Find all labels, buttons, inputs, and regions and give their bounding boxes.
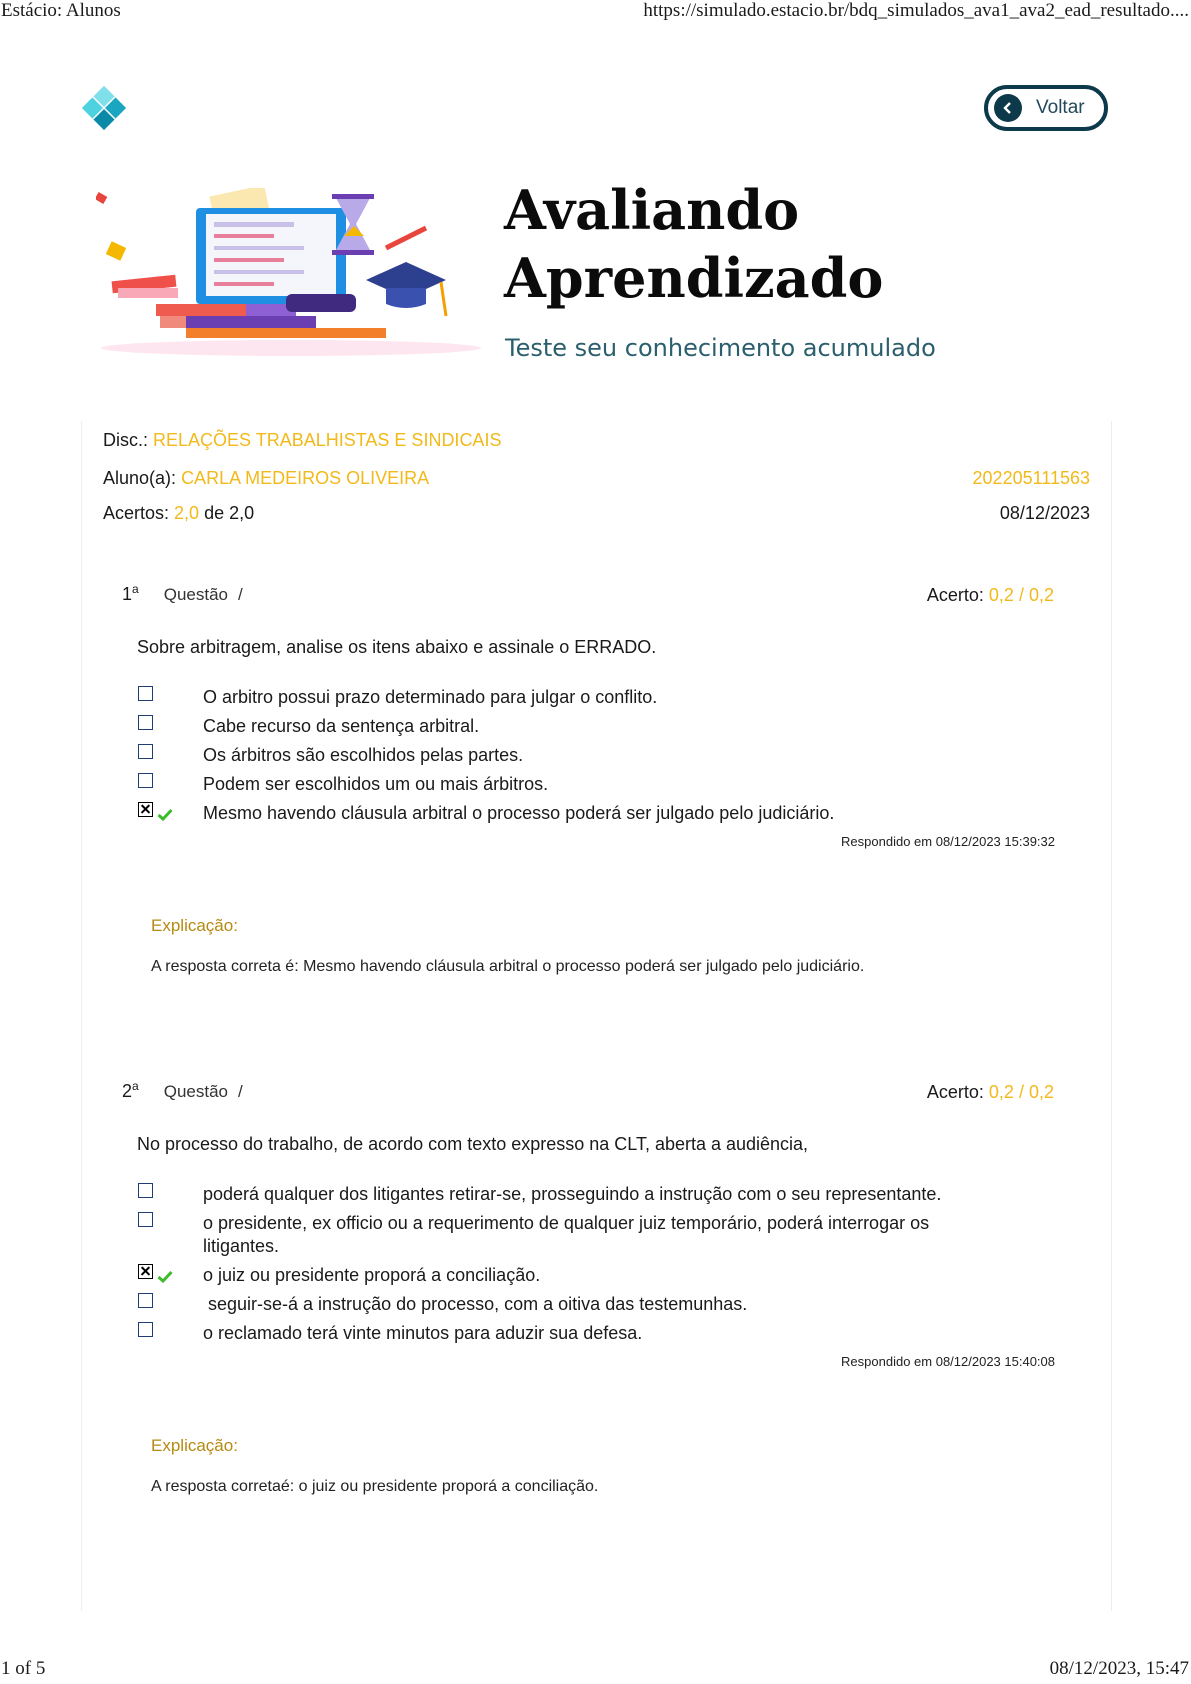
question-2-answered-at: Respondido em 08/12/2023 15:40:08 (841, 1354, 1055, 1369)
discipline-label: Disc.: (103, 430, 148, 450)
question-number: 2 (122, 1081, 133, 1101)
student-value: CARLA MEDEIROS OLIVEIRA (181, 468, 430, 488)
question-1-explanation: A resposta correta é: Mesmo havendo cláusula arbitral o processo poderá ser julgado pelo judiciário. (151, 958, 865, 975)
page-count: 1 of 5 (1, 1658, 46, 1679)
option-text: poderá qualquer dos litigantes retirar-se, prosseguindo a instrução com o seu representante. (203, 1184, 942, 1204)
question-2-explanation: A resposta corretaé: o juiz ou presidente proporá a conciliação. (151, 1478, 599, 1495)
acerto-value: 0,2 (988, 585, 1014, 605)
option-text: Mesmo havendo cláusula arbitral o processo poderá ser julgado pelo judiciário. (203, 803, 835, 823)
question-number: 1 (122, 584, 133, 604)
print-timestamp: 08/12/2023, 15:47 (1049, 1658, 1189, 1679)
back-button[interactable] (984, 85, 1108, 131)
acerto-total: / 0,2 (1018, 585, 1054, 605)
print-header-title: Estácio: Alunos (1, 0, 121, 21)
checkbox-icon[interactable] (138, 1212, 153, 1227)
student-label: Aluno(a): (103, 468, 177, 488)
checkbox-icon[interactable] (138, 744, 153, 759)
question-1-statement: Sobre arbitragem, analise os itens abaixo e assinale o ERRADO. (137, 637, 657, 657)
hero-illustration (96, 188, 486, 360)
page-title (504, 176, 883, 312)
student-row (103, 468, 429, 489)
correct-check-icon (157, 804, 173, 827)
option-text: Podem ser escolhidos um ou mais árbitros. (203, 774, 549, 794)
checked-checkbox-icon[interactable] (138, 802, 153, 817)
score-total: de 2,0 (204, 503, 255, 523)
question-separator: / (238, 585, 243, 604)
question-ordinal: a (132, 582, 139, 596)
question-2-header (122, 1079, 243, 1102)
discipline-row (103, 430, 501, 451)
option-text-continued: litigantes. (203, 1236, 280, 1256)
checkbox-icon[interactable] (138, 715, 153, 730)
exam-date: 08/12/2023 (999, 503, 1090, 523)
print-header (0, 0, 1191, 24)
question-1-header (122, 582, 243, 605)
question-1-answered-at: Respondido em 08/12/2023 15:39:32 (841, 834, 1055, 849)
checked-checkbox-icon[interactable] (138, 1264, 153, 1279)
option-text: o juiz ou presidente proporá a conciliação. (203, 1265, 541, 1285)
option-text: seguir-se-á a instrução do processo, com a oitiva das testemunhas. (203, 1294, 748, 1314)
question-2-explanation-label: Explicação: (151, 1436, 238, 1455)
page-title-line1: Avaliando (504, 178, 800, 242)
option-text: o presidente, ex officio ou a requerimento de qualquer juiz temporário, poderá interrogar os (203, 1213, 930, 1233)
acerto-total: / 0,2 (1018, 1082, 1054, 1102)
print-footer (0, 1658, 1191, 1682)
option-text: Cabe recurso da sentença arbitral. (203, 716, 480, 736)
checkbox-icon[interactable] (138, 1322, 153, 1337)
chevron-left-icon (994, 94, 1022, 122)
option-text: o reclamado terá vinte minutos para aduzir sua defesa. (203, 1323, 643, 1343)
question-label: Questão (163, 1082, 228, 1101)
acerto-label: Acerto: (926, 1082, 984, 1102)
page-title-line2: Aprendizado (504, 246, 884, 310)
question-label: Questão (163, 585, 228, 604)
question-2-option-2[interactable] (135, 1212, 1005, 1258)
score-value: 2,0 (174, 503, 200, 523)
estacio-logo-icon (80, 84, 128, 132)
score-label: Acertos: (103, 503, 170, 523)
checkbox-icon[interactable] (138, 1293, 153, 1308)
option-text: Os árbitros são escolhidos pelas partes. (203, 745, 524, 765)
question-2-score (927, 1082, 1054, 1103)
discipline-value: RELAÇÕES TRABALHISTAS E SINDICAIS (153, 430, 502, 450)
question-1-explanation-label: Explicação: (151, 916, 238, 935)
acerto-value: 0,2 (988, 1082, 1014, 1102)
page-subtitle: Teste seu conhecimento acumulado (505, 334, 936, 362)
question-separator: / (238, 1082, 243, 1101)
acerto-label: Acerto: (926, 585, 984, 605)
score-row (103, 503, 254, 524)
option-text: O arbitro possui prazo determinado para julgar o conflito. (203, 687, 658, 707)
checkbox-icon[interactable] (138, 1183, 153, 1198)
question-2-statement: No processo do trabalho, de acordo com texto expresso na CLT, aberta a audiência, (137, 1134, 809, 1154)
question-ordinal: a (132, 1079, 139, 1093)
student-id: 202205111563 (972, 468, 1090, 488)
checkbox-icon[interactable] (138, 686, 153, 701)
correct-check-icon (157, 1266, 173, 1289)
print-header-url: https://simulado.estacio.br/bdq_simulados_ava1_ava2_ead_resultado.... (643, 0, 1189, 21)
question-1-score (927, 585, 1054, 606)
back-button-label: Voltar (1036, 97, 1085, 118)
checkbox-icon[interactable] (138, 773, 153, 788)
